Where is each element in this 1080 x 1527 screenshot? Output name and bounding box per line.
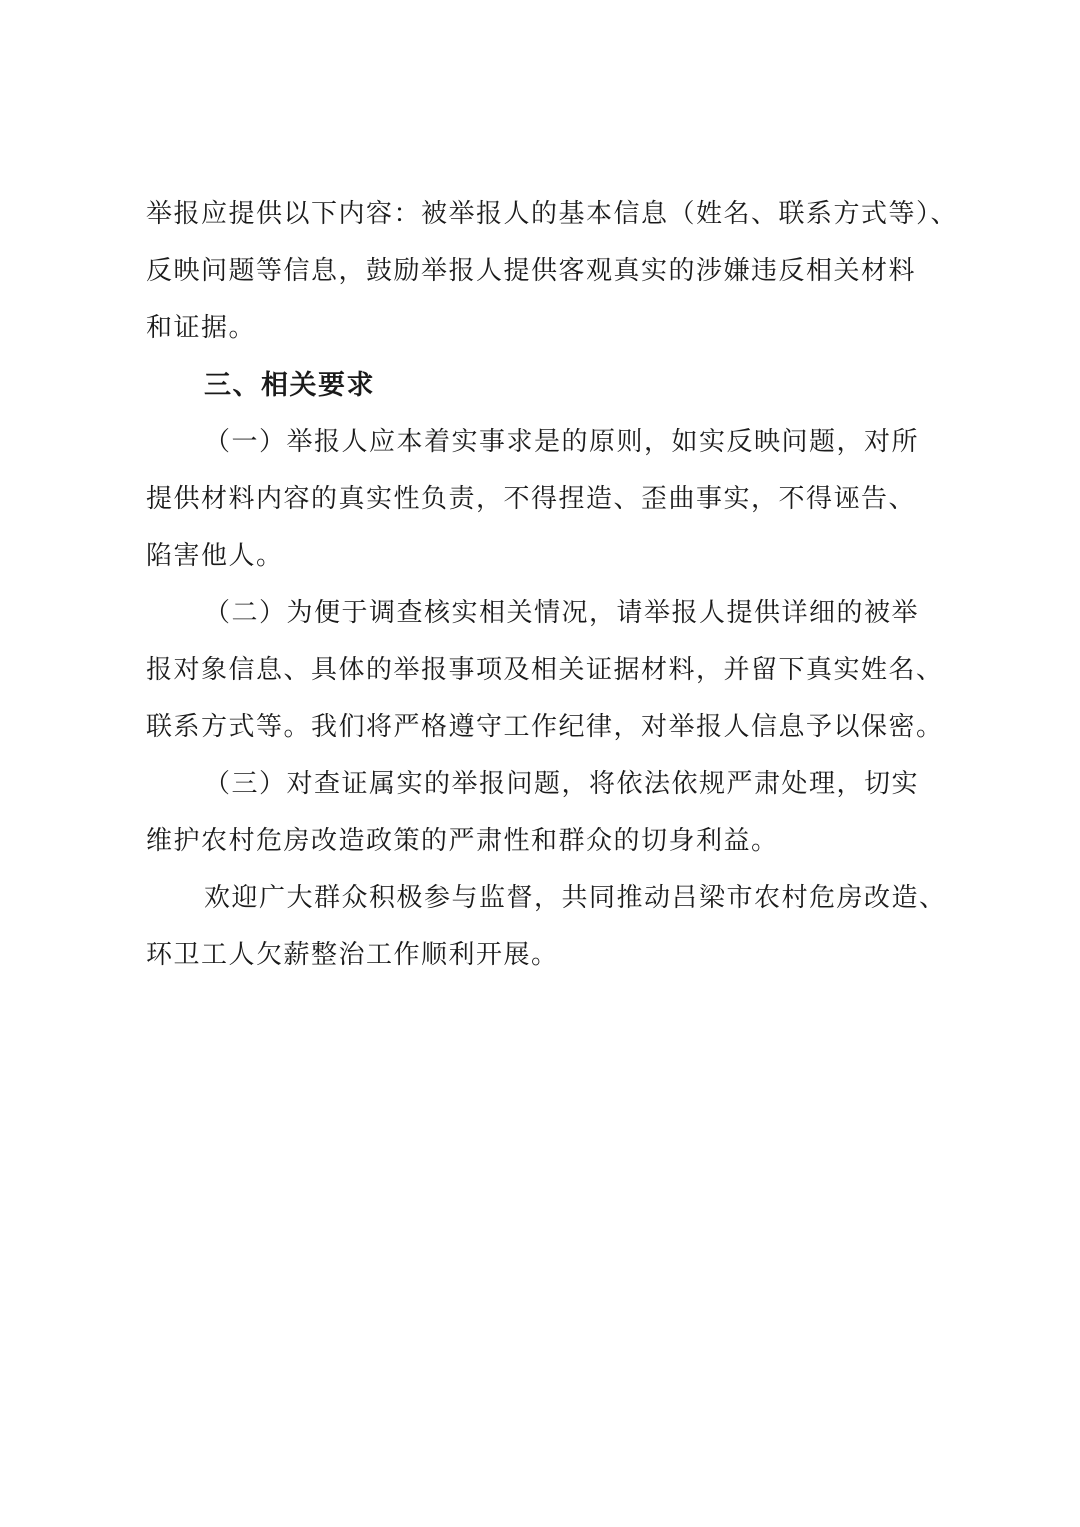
paragraph-line: （三）对查证属实的举报问题，将依法依规严肃处理，切实 — [204, 769, 920, 799]
paragraph-line: （一）举报人应本着实事求是的原则，如实反映问题，对所 — [204, 427, 920, 457]
paragraph-line: （二）为便于调查核实相关情况，请举报人提供详细的被举 — [204, 598, 920, 628]
paragraph-line: 举报应提供以下内容：被举报人的基本信息（姓名、联系方式等）、 — [146, 199, 959, 229]
paragraph-line: 提供材料内容的真实性负责，不得捏造、歪曲事实，不得诬告、 — [146, 484, 917, 514]
paragraph-line: 和证据。 — [146, 313, 257, 343]
paragraph-line: 陷害他人。 — [146, 541, 284, 571]
document-body — [146, 186, 959, 984]
paragraph-line: 联系方式等。我们将严格遵守工作纪律，对举报人信息予以保密。 — [146, 712, 944, 742]
paragraph-line: 维护农村危房改造政策的严肃性和群众的切身利益。 — [146, 826, 779, 856]
paragraph-line: 欢迎广大群众积极参与监督，共同推动吕梁市农村危房改造、 — [204, 883, 947, 913]
paragraph-line: 环卫工人欠薪整治工作顺利开展。 — [146, 940, 559, 970]
paragraph-line: 报对象信息、具体的举报事项及相关证据材料，并留下真实姓名、 — [146, 655, 944, 685]
section-heading: 三、相关要求 — [204, 370, 375, 401]
paragraph-line: 反映问题等信息，鼓励举报人提供客观真实的涉嫌违反相关材料 — [146, 256, 917, 286]
